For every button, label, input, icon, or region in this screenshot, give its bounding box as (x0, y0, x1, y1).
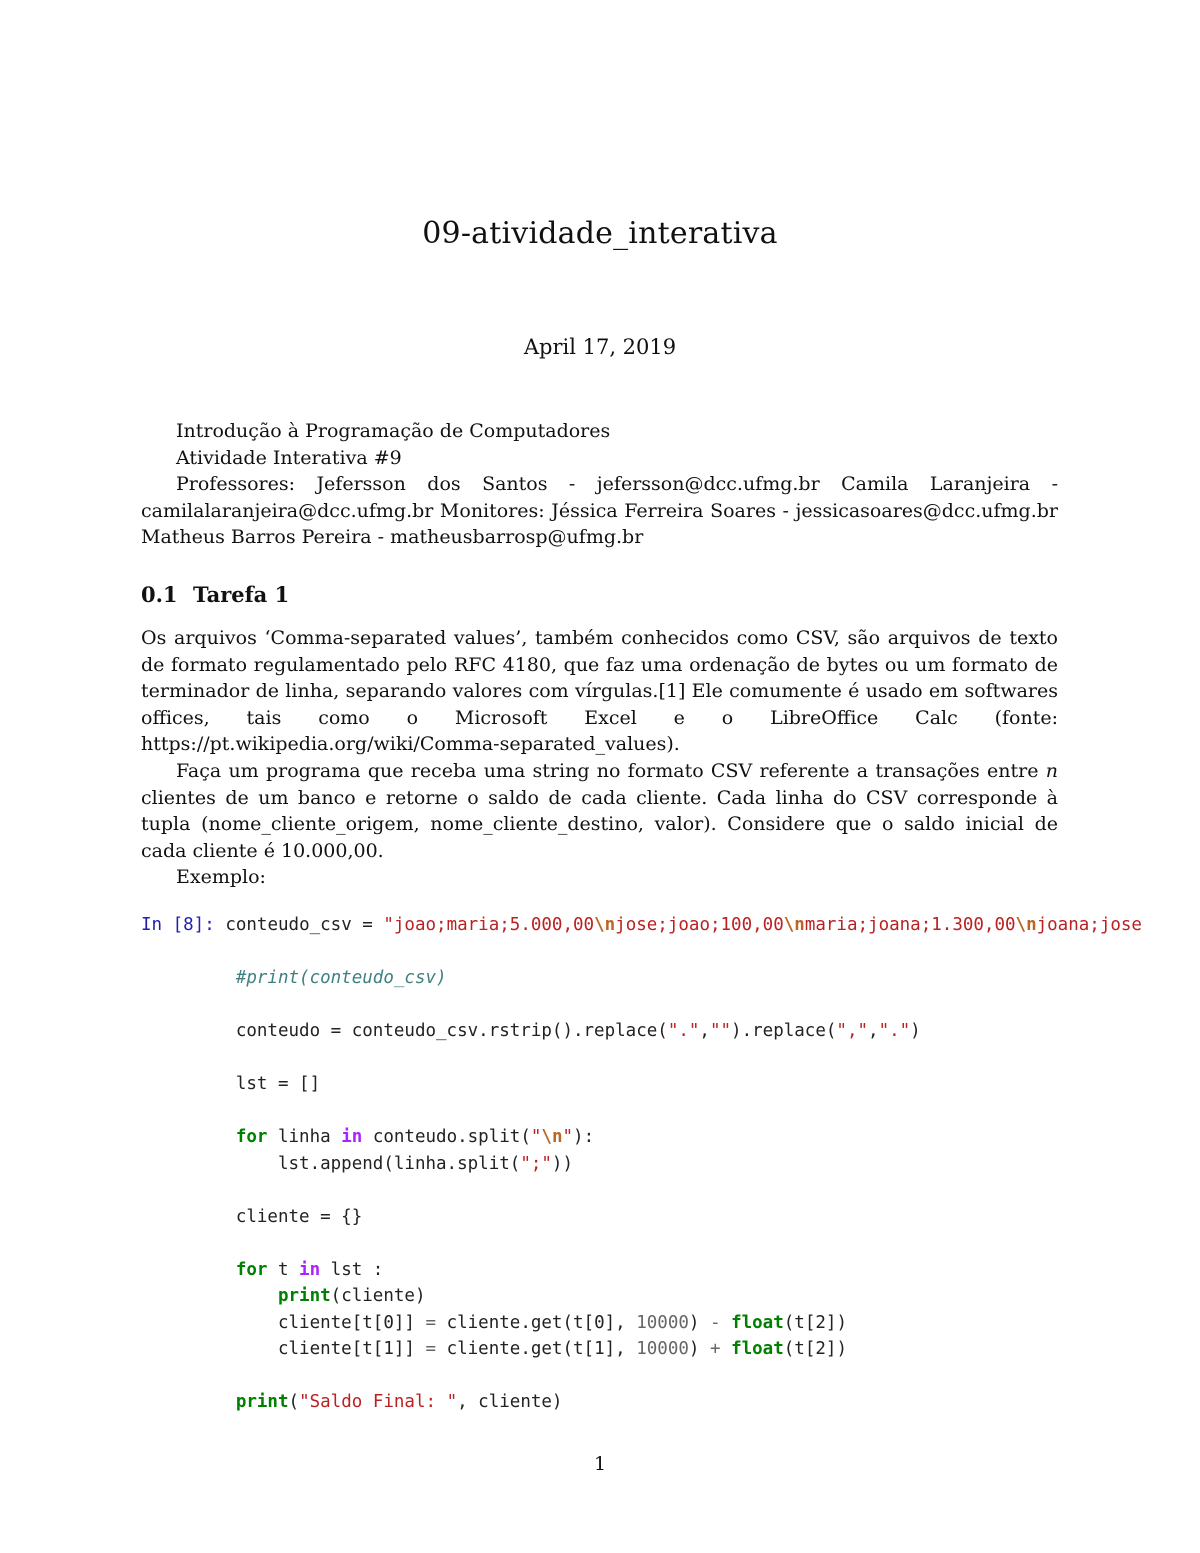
code-cell (141, 912, 1142, 1416)
code-comment: #print(conteudo_csv) (235, 968, 447, 988)
code-line-for-t: for t in lst : (235, 1259, 384, 1280)
intro-block (141, 418, 1058, 551)
document-title: 09-atividade_interativa (422, 216, 778, 251)
code-line-get-destino: cliente[t[1]] = cliente.get(t[1], 10000) + float(t[2]) (235, 1339, 847, 1359)
section-heading (141, 582, 289, 607)
code-prompt: In [8]: (141, 915, 215, 935)
page-number: 1 (593, 1453, 607, 1475)
paragraph-example-label: Exemplo: (176, 866, 266, 888)
paragraph-csv-description: Os arquivos ‘Comma-separated values’, também conhecidos como CSV, são arquivos de texto de formato regulamentado pelo RFC 4180, que faz uma ordenação de bytes ou um formato de terminador de linha, separando valores com vírgulas.[1] Ele comumente é usado em softwares offices, tais como o Microsoft Excel e o LibreOffice Calc (fonte: https://pt.wikipedia.org/wiki/Comma-separated_values). (141, 627, 1058, 755)
task-text-before: Faça um programa que receba uma string no formato CSV referente a transações entre (176, 760, 1039, 782)
task-variable-n: n (1045, 760, 1058, 782)
code-line-get-origem: cliente[t[0]] = cliente.get(t[0], 10000) - float(t[2]) (235, 1312, 847, 1333)
code-line-for-linha: for linha in conteudo.split("\n"): (235, 1127, 595, 1147)
section-number: 0.1 (141, 582, 178, 607)
code-line-1: conteudo_csv = "joao;maria;5.000,00\njose;joao;100,00\nmaria;joana;1.300,00\njoana;jose (225, 915, 1142, 935)
activity-name: Atividade Interativa #9 (176, 446, 402, 469)
code-line-print-saldo: print("Saldo Final: ", cliente) (235, 1392, 563, 1412)
course-name: Introdução à Programação de Computadores (176, 420, 611, 442)
document-date: April 17, 2019 (523, 335, 677, 359)
paragraph-task (141, 758, 1058, 864)
code-line-cliente: cliente = {} (235, 1206, 363, 1227)
code-line-print-cliente: print(cliente) (277, 1286, 426, 1306)
section-title: Tarefa 1 (193, 582, 290, 607)
code-line-lst: lst = [] (235, 1074, 321, 1094)
staff-list: Professores: Jefersson dos Santos - jefersson@dcc.ufmg.br Camila Laranjeira - camilalaranjeira@dcc.ufmg.br Monitores: Jéssica Ferreira Soares - jessicasoares@dcc.ufmg.br Matheus Barros Pereira - matheusbarrosp@ufmg.br (141, 473, 1058, 548)
code-line-append: lst.append(linha.split(";")) (235, 1153, 573, 1174)
task-text-after: clientes de um banco e retorne o saldo de cada cliente. Cada linha do CSV corresponde à tupla (nome_cliente_origem, nome_cliente_destino, valor). Considere que o saldo inicial de cada cliente é 10.000,00. (141, 786, 1058, 862)
code-line-replace: conteudo = conteudo_csv.rstrip().replace(".","").replace(",",".") (235, 1021, 921, 1041)
